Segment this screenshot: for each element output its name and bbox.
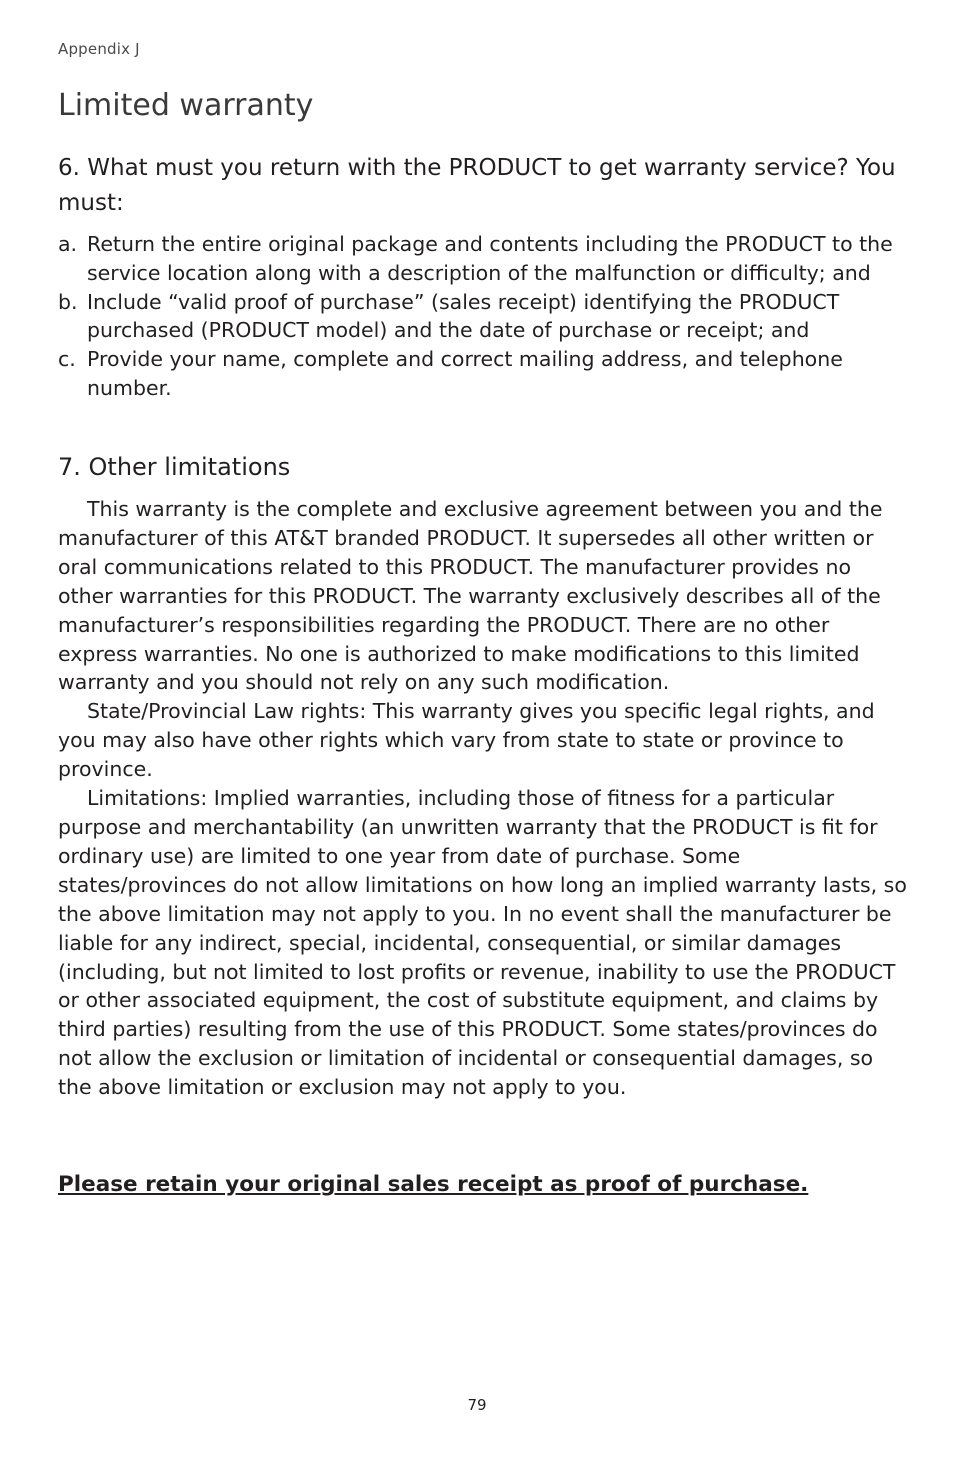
other-limitations-body xyxy=(58,495,912,1102)
list-item xyxy=(58,230,912,288)
list-marker: c. xyxy=(58,347,76,372)
section-7-heading: 7. Other limitations xyxy=(58,453,291,481)
paragraph-law-rights: State/Provincial Law rights: This warranty gives you specific legal rights, and you may also have other rights which vary from state to state or province to province. xyxy=(58,699,875,782)
return-requirements-list xyxy=(58,230,912,403)
section-6-heading: 6. What must you return with the PRODUCT to get warranty service? You must: xyxy=(58,155,896,216)
list-item-text: Include “valid proof of purchase” (sales receipt) identifying the PRODUCT purchased (PRODUCT model) and the date of purchase or receipt; and xyxy=(87,289,840,343)
list-item-text: Return the entire original package and contents including the PRODUCT to the service location along with a description of the malfunction or difficulty; and xyxy=(87,232,893,285)
list-marker: b. xyxy=(58,289,78,314)
page-title: Limited warranty xyxy=(58,88,314,123)
running-head: Appendix J xyxy=(58,40,140,58)
paragraph-exclusive-agreement: This warranty is the complete and exclusive agreement between you and the manufacturer of this AT&T branded PRODUCT. It supersedes all other written or oral communications related to this PRODUCT. The manufacturer provides no other warranties for this PRODUCT. The warranty exclusively describes all of the manufacturer’s responsibilities regarding the PRODUCT. There are no other express warranties. No one is authorized to make modifications to this limited warranty and you should not rely on any such modification. xyxy=(58,497,883,695)
list-item xyxy=(58,345,912,403)
retain-receipt-note: Please retain your original sales receipt as proof of purchase. xyxy=(58,1172,809,1197)
list-item-text: Provide your name, complete and correct mailing address, and telephone number. xyxy=(87,347,843,400)
list-item xyxy=(58,288,912,346)
list-marker: a. xyxy=(58,232,78,256)
paragraph-limitations: Limitations: Implied warranties, including those of fitness for a particular purpose and merchantability (an unwritten warranty that the PRODUCT is fit for ordinary use) are limited to one year from date of purchase. Some states/provinces do not allow limitations on how long an implied warranty lasts, so the above limitation may not apply to you. In no event shall the manufacturer be liable for any indirect, special, incidental, consequential, or similar damages (including, but not limited to lost profits or revenue, inability to use the PRODUCT or other associated equipment, the cost of substitute equipment, and claims by third parties) resulting from the use of this PRODUCT. Some states/provinces do not allow the exclusion or limitation of incidental or consequential damages, so the above limitation or exclusion may not apply to you. xyxy=(58,786,907,1100)
page-number: 79 xyxy=(467,1396,487,1414)
